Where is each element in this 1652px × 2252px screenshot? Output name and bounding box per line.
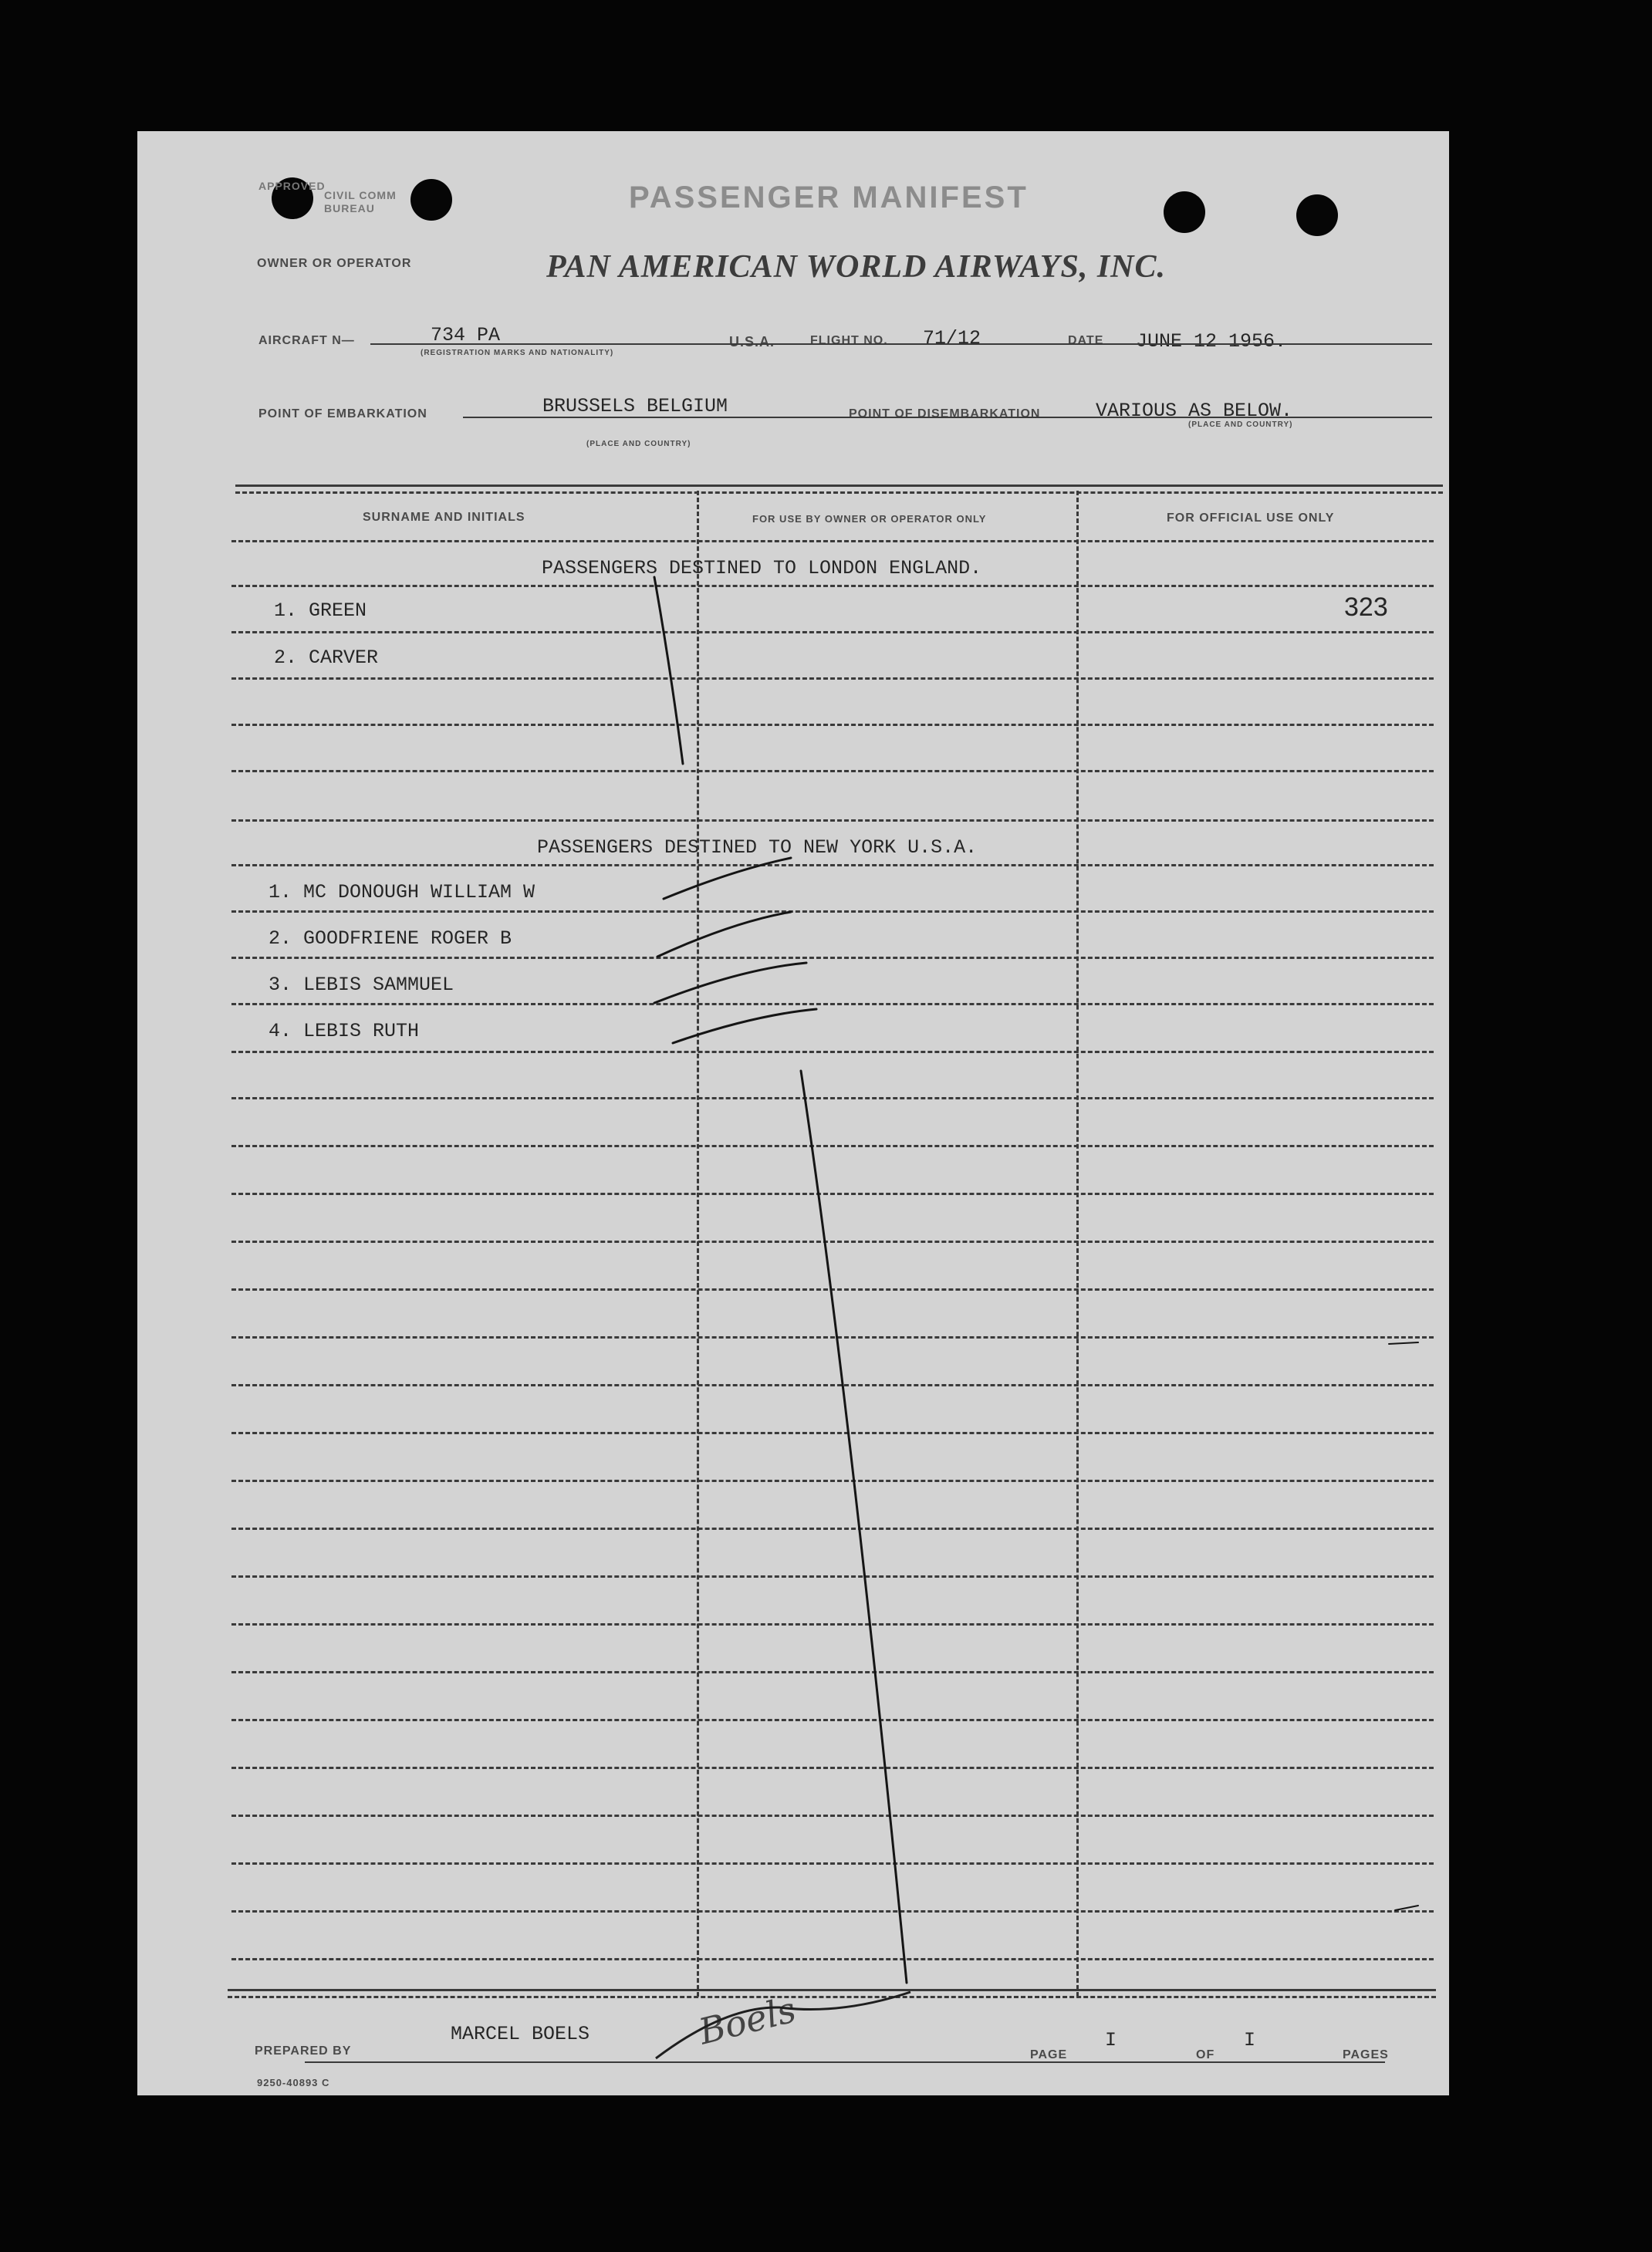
passenger-row: 2. GOODFRIENE ROGER B	[269, 927, 512, 950]
of-label: OF	[1196, 2048, 1215, 2061]
approval-stamp-line3: BUREAU	[324, 202, 375, 214]
column-header-surname: SURNAME AND INITIALS	[363, 511, 525, 524]
passenger-row: 1. MC DONOUGH WILLIAM W	[269, 881, 535, 903]
embark-label: POINT OF EMBARKATION	[258, 407, 427, 420]
disembark-label: POINT OF DISEMBARKATION	[849, 407, 1041, 420]
owner-value: PAN AMERICAN WORLD AIRWAYS, INC.	[546, 249, 1167, 285]
page-value: I	[1105, 2029, 1117, 2051]
aircraft-label: AIRCRAFT N—	[258, 334, 355, 347]
disembark-sub: (PLACE AND COUNTRY)	[1188, 420, 1293, 429]
group-heading-london: PASSENGERS DESTINED TO LONDON ENGLAND.	[542, 557, 982, 579]
flight-label: FLIGHT NO.	[810, 334, 888, 347]
form-number: 9250-40893 C	[257, 2077, 330, 2088]
embark-value: BRUSSELS BELGIUM	[542, 395, 728, 417]
flight-value: 71/12	[923, 327, 981, 349]
owner-label: OWNER OR OPERATOR	[257, 257, 412, 270]
page-label: PAGE	[1030, 2048, 1068, 2061]
aircraft-value: 734 PA	[431, 324, 501, 346]
date-label: DATE	[1068, 334, 1104, 347]
passenger-row: 1. GREEN	[274, 599, 367, 622]
signature: Boels	[694, 1988, 800, 2053]
aircraft-sub: (REGISTRATION MARKS AND NATIONALITY)	[421, 349, 614, 357]
approval-stamp: APPROVED	[258, 180, 326, 192]
embark-sub: (PLACE AND COUNTRY)	[586, 440, 691, 448]
footer-underline	[305, 2061, 1385, 2063]
disembark-value: VARIOUS AS BELOW.	[1096, 400, 1293, 422]
page-title: PASSENGER MANIFEST	[629, 181, 1029, 214]
prepared-name: MARCEL BOELS	[451, 2023, 590, 2045]
passenger-row: 4. LEBIS RUTH	[269, 1020, 420, 1042]
group-heading-new-york: PASSENGERS DESTINED TO NEW YORK U.S.A.	[537, 836, 978, 859]
pages-label: PAGES	[1343, 2048, 1389, 2061]
approval-stamp-line2: CIVIL COMM	[324, 189, 397, 201]
of-value: I	[1244, 2029, 1256, 2051]
column-header-operator: FOR USE BY OWNER OR OPERATOR ONLY	[752, 513, 987, 525]
official-number: 323	[1344, 593, 1388, 622]
column-header-official: FOR OFFICIAL USE ONLY	[1167, 512, 1335, 525]
usa-label: U.S.A.	[729, 334, 775, 349]
prepared-label: PREPARED BY	[255, 2044, 352, 2058]
date-value: JUNE 12 1956.	[1136, 330, 1287, 353]
passenger-row: 3. LEBIS SAMMUEL	[269, 974, 454, 996]
passenger-row: 2. CARVER	[274, 647, 379, 669]
